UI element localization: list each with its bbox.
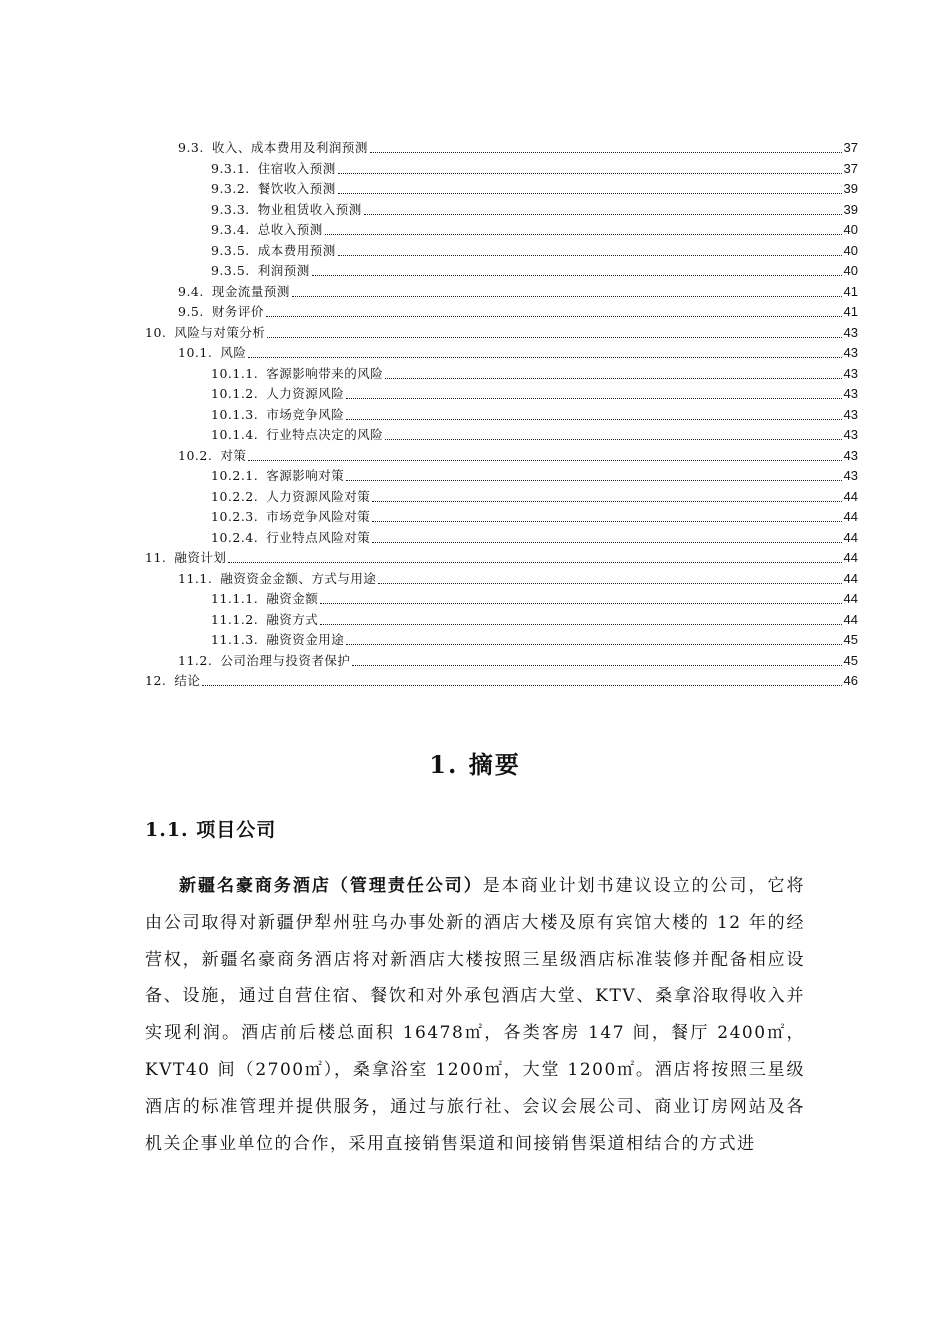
toc-entry[interactable] [211, 403, 858, 423]
toc-entry-page: 43 [843, 324, 858, 340]
toc-entry-page: 40 [843, 222, 858, 237]
toc-leader-dots [202, 684, 841, 686]
toc-entry-number: 9.3. [178, 140, 204, 155]
toc-entry-number: 10.2.3. [211, 509, 259, 524]
toc-entry-number: 10.1.4. [211, 427, 259, 442]
toc-entry[interactable] [211, 259, 858, 279]
toc-entry-page: 41 [843, 283, 858, 299]
toc-entry[interactable] [211, 218, 858, 238]
toc-entry-title: 融资金额 [266, 591, 319, 606]
toc-leader-dots [352, 664, 841, 666]
toc-entry-title: 融资方式 [266, 611, 319, 627]
toc-leader-dots [372, 500, 841, 502]
toc-entry[interactable] [211, 628, 858, 648]
toc-leader-dots [372, 520, 841, 522]
toc-entry[interactable] [211, 239, 858, 259]
toc-leader-dots [385, 438, 841, 440]
toc-entry[interactable] [211, 198, 858, 218]
toc-entry-title: 融资资金用途 [266, 632, 345, 647]
toc-entry-title: 客源影响对策 [266, 468, 345, 483]
toc-entry-title: 市场竞争风险 [266, 406, 345, 422]
toc-entry-number: 10.1.1. [211, 365, 259, 381]
toc-entry-title: 人力资源风险对策 [266, 488, 371, 504]
toc-entry[interactable] [211, 608, 858, 628]
toc-entry-number: 10.2.1. [211, 468, 259, 483]
toc-entry-title: 结论 [174, 673, 201, 688]
toc-entry-page: 46 [843, 673, 858, 688]
toc-entry-page: 40 [843, 242, 858, 258]
toc-entry-page: 45 [843, 652, 858, 668]
toc-entry-number: 12. [145, 673, 167, 688]
toc-entry-title: 风险与对策分析 [174, 324, 266, 340]
toc-entry-number: 11. [145, 550, 167, 565]
company-name-bold: 新疆名豪商务酒店（管理责任公司） [179, 876, 483, 896]
toc-entry-page: 43 [843, 345, 858, 360]
toc-entry-number: 11.1.1. [211, 591, 259, 606]
toc-entry-title: 财务评价 [211, 304, 264, 319]
toc-leader-dots [248, 356, 841, 358]
toc-entry-title: 对策 [220, 447, 247, 463]
toc-entry-number: 9.3.5. [211, 263, 250, 278]
toc-entry-page: 45 [843, 632, 858, 647]
toc-leader-dots [312, 274, 842, 276]
toc-entry-number: 11.1. [178, 570, 213, 586]
toc-entry-number: 9.3.1. [211, 160, 250, 176]
subsection-heading-project-company: 1.1. 项目公司 [145, 819, 277, 841]
toc-entry-page: 44 [843, 488, 858, 504]
toc-entry[interactable] [211, 587, 858, 607]
toc-entry-title: 餐饮收入预测 [257, 181, 336, 196]
toc-entry-page: 44 [843, 591, 858, 606]
toc-entry-page: 43 [843, 427, 858, 442]
toc-leader-dots [248, 459, 841, 461]
toc-entry[interactable] [178, 649, 858, 669]
toc-entry-page: 40 [843, 263, 858, 278]
toc-entry-title: 收入、成本费用及利润预测 [211, 140, 368, 155]
toc-leader-dots [372, 541, 841, 543]
toc-entry-number: 10.1.3. [211, 406, 259, 422]
toc-entry-title: 风险 [220, 345, 247, 360]
toc-entry-page: 43 [843, 365, 858, 381]
toc-entry-page: 43 [843, 468, 858, 483]
toc-leader-dots [292, 295, 842, 297]
toc-entry-page: 44 [843, 509, 858, 524]
toc-leader-dots [266, 315, 842, 317]
toc-entry-page: 44 [843, 570, 858, 586]
toc-leader-dots [338, 254, 842, 256]
toc-leader-dots [325, 233, 842, 235]
toc-entry-title: 市场竞争风险对策 [266, 509, 371, 524]
toc-entry-number: 9.4. [178, 283, 204, 299]
toc-entry-title: 公司治理与投资者保护 [220, 652, 351, 668]
section-heading-abstract: 1. 摘要 [429, 750, 521, 779]
toc-entry-number: 10.2.4. [211, 529, 259, 545]
toc-entry[interactable] [178, 567, 858, 587]
toc-entry-number: 9.3.2. [211, 181, 250, 196]
toc-entry-number: 9.3.4. [211, 222, 250, 237]
toc-leader-dots [370, 151, 842, 153]
toc-entry[interactable] [211, 177, 858, 197]
paragraph-text: 是本商业计划书建议设立的公司，它将由公司取得对新疆伊犁州驻乌办事处新的酒店大楼及原有宾馆大楼的 12 年的经营权，新疆名豪商务酒店将对新酒店大楼按照三星级酒店标准装修并配备相应设备、设施，通过自营住宿、餐饮和对外承包酒店大堂、KTV、桑拿浴取得收入并实现利润。酒店前后楼总面积 16478㎡，各类客房 147 间，餐厅 2400㎡，KVT40 间（2700㎡），桑拿浴室 1200㎡，大堂 1200㎡。酒店将按照三星级酒店的标准管理并提供服务，通过与旅行社、会议会展公司、商业订房网站及各机关企事业单位的合作，采用直接销售渠道和间接销售渠道相结合的方式进 [145, 876, 805, 1154]
toc-entry-page: 44 [843, 550, 858, 565]
toc-leader-dots [346, 479, 841, 481]
toc-entry-title: 现金流量预测 [211, 283, 290, 299]
toc-entry-page: 44 [843, 611, 858, 627]
toc-entry-title: 成本费用预测 [257, 242, 336, 258]
body-paragraph [145, 868, 805, 1162]
toc-leader-dots [364, 213, 842, 215]
toc-entry[interactable] [145, 321, 858, 341]
toc-entry-page: 44 [843, 529, 858, 545]
toc-entry-page: 43 [843, 406, 858, 422]
toc-entry-number: 9.3.3. [211, 201, 250, 217]
toc-entry[interactable] [178, 136, 858, 156]
toc-entry-number: 10.1. [178, 345, 213, 360]
toc-entry-number: 10. [145, 324, 167, 340]
toc-entry[interactable] [145, 546, 858, 566]
toc-leader-dots [346, 643, 841, 645]
toc-entry[interactable] [211, 464, 858, 484]
toc-leader-dots [385, 377, 841, 379]
toc-entry-title: 物业租赁收入预测 [257, 201, 362, 217]
toc-entry[interactable] [178, 444, 858, 464]
toc-entry[interactable] [211, 485, 858, 505]
toc-entry-page: 43 [843, 447, 858, 463]
toc-entry[interactable] [211, 505, 858, 525]
toc-entry-title: 行业特点决定的风险 [266, 427, 384, 442]
toc-entry-page: 39 [843, 201, 858, 217]
toc-entry-title: 总收入预测 [257, 222, 323, 237]
toc-leader-dots [346, 418, 841, 420]
toc-leader-dots [267, 336, 841, 338]
toc-entry-number: 11.2. [178, 652, 213, 668]
toc-entry-title: 融资资金金额、方式与用途 [220, 570, 377, 586]
toc-entry-title: 利润预测 [257, 263, 310, 278]
toc-entry-page: 37 [843, 140, 858, 155]
toc-entry[interactable] [178, 300, 858, 320]
toc-entry[interactable] [211, 157, 858, 177]
toc-leader-dots [320, 623, 841, 625]
toc-entry-number: 11.1.3. [211, 632, 259, 647]
toc-entry-title: 人力资源风险 [266, 386, 345, 401]
toc-leader-dots [378, 582, 841, 584]
toc-entry-number: 10.1.2. [211, 386, 259, 401]
toc-entry[interactable] [211, 526, 858, 546]
toc-entry-page: 39 [843, 181, 858, 196]
toc-entry-title: 行业特点风险对策 [266, 529, 371, 545]
toc-entry[interactable] [211, 423, 858, 443]
toc-entry-page: 37 [843, 160, 858, 176]
toc-leader-dots [320, 602, 841, 604]
toc-leader-dots [346, 397, 841, 399]
toc-entry[interactable] [211, 362, 858, 382]
toc-entry[interactable] [145, 669, 858, 689]
toc-entry-number: 10.2. [178, 447, 213, 463]
toc-entry-number: 9.5. [178, 304, 204, 319]
toc-entry-number: 9.3.5. [211, 242, 250, 258]
toc-entry-number: 11.1.2. [211, 611, 259, 627]
toc-leader-dots [228, 561, 841, 563]
toc-entry-page: 43 [843, 386, 858, 401]
toc-entry-title: 客源影响带来的风险 [266, 365, 384, 381]
toc-entry-page: 41 [843, 304, 858, 319]
toc-entry-title: 融资计划 [174, 550, 227, 565]
toc-entry-title: 住宿收入预测 [257, 160, 336, 176]
toc-entry[interactable] [178, 341, 858, 361]
toc-entry[interactable] [211, 382, 858, 402]
toc-entry-number: 10.2.2. [211, 488, 259, 504]
toc-leader-dots [338, 172, 842, 174]
toc-entry[interactable] [178, 280, 858, 300]
toc-leader-dots [338, 192, 842, 194]
